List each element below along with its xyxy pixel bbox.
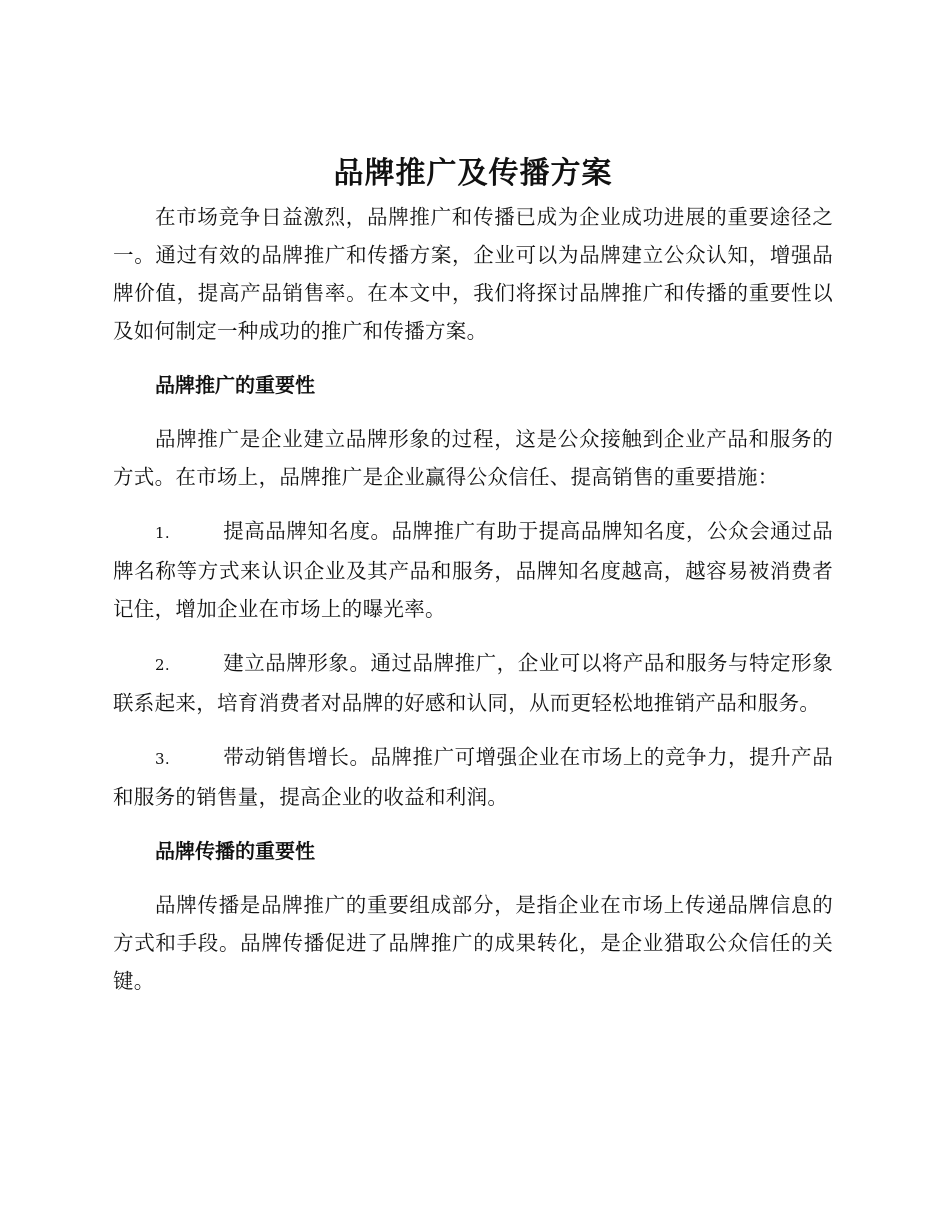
list-item bbox=[113, 512, 833, 628]
intro-paragraph: 在市场竞争日益激烈，品牌推广和传播已成为企业成功进展的重要途径之一。通过有效的品牌推广和传播方案，企业可以为品牌建立公众认知，增强品牌价值，提高产品销售率。在本文中，我们将探讨品牌推广和传播的重要性以及如何制定一种成功的推广和传播方案。 bbox=[113, 205, 833, 343]
section-heading-communication: 品牌传播的重要性 bbox=[155, 839, 315, 863]
promotion-paragraph: 品牌推广是企业建立品牌形象的过程，这是公众接触到企业产品和服务的方式。在市场上，品牌推广是企业赢得公众信任、提高销售的重要措施： bbox=[113, 427, 833, 489]
list-number: 2. bbox=[155, 656, 170, 674]
list-item bbox=[113, 644, 833, 722]
communication-paragraph: 品牌传播是品牌推广的重要组成部分，是指企业在市场上传递品牌信息的方式和手段。品牌传播促进了品牌推广的成果转化，是企业猎取公众信任的关键。 bbox=[113, 893, 833, 993]
section-heading-promotion: 品牌推广的重要性 bbox=[155, 373, 315, 397]
list-number: 3. bbox=[155, 750, 170, 768]
list-item-text: 建立品牌形象。通过品牌推广，企业可以将产品和服务与特定形象联系起来，培育消费者对品牌的好感和认同，从而更轻松地推销产品和服务。 bbox=[113, 651, 833, 715]
list-item-text: 提高品牌知名度。品牌推广有助于提高品牌知名度，公众会通过品牌名称等方式来认识企业及其产品和服务，品牌知名度越高，越容易被消费者记住，增加企业在市场上的曝光率。 bbox=[113, 519, 833, 621]
list-item-text: 带动销售增长。品牌推广可增强企业在市场上的竞争力，提升产品和服务的销售量，提高企业的收益和利润。 bbox=[113, 745, 833, 809]
document-page bbox=[113, 150, 833, 1000]
document-title: 品牌推广及传播方案 bbox=[333, 156, 613, 191]
list-item bbox=[113, 738, 833, 816]
list-number: 1. bbox=[155, 524, 170, 542]
